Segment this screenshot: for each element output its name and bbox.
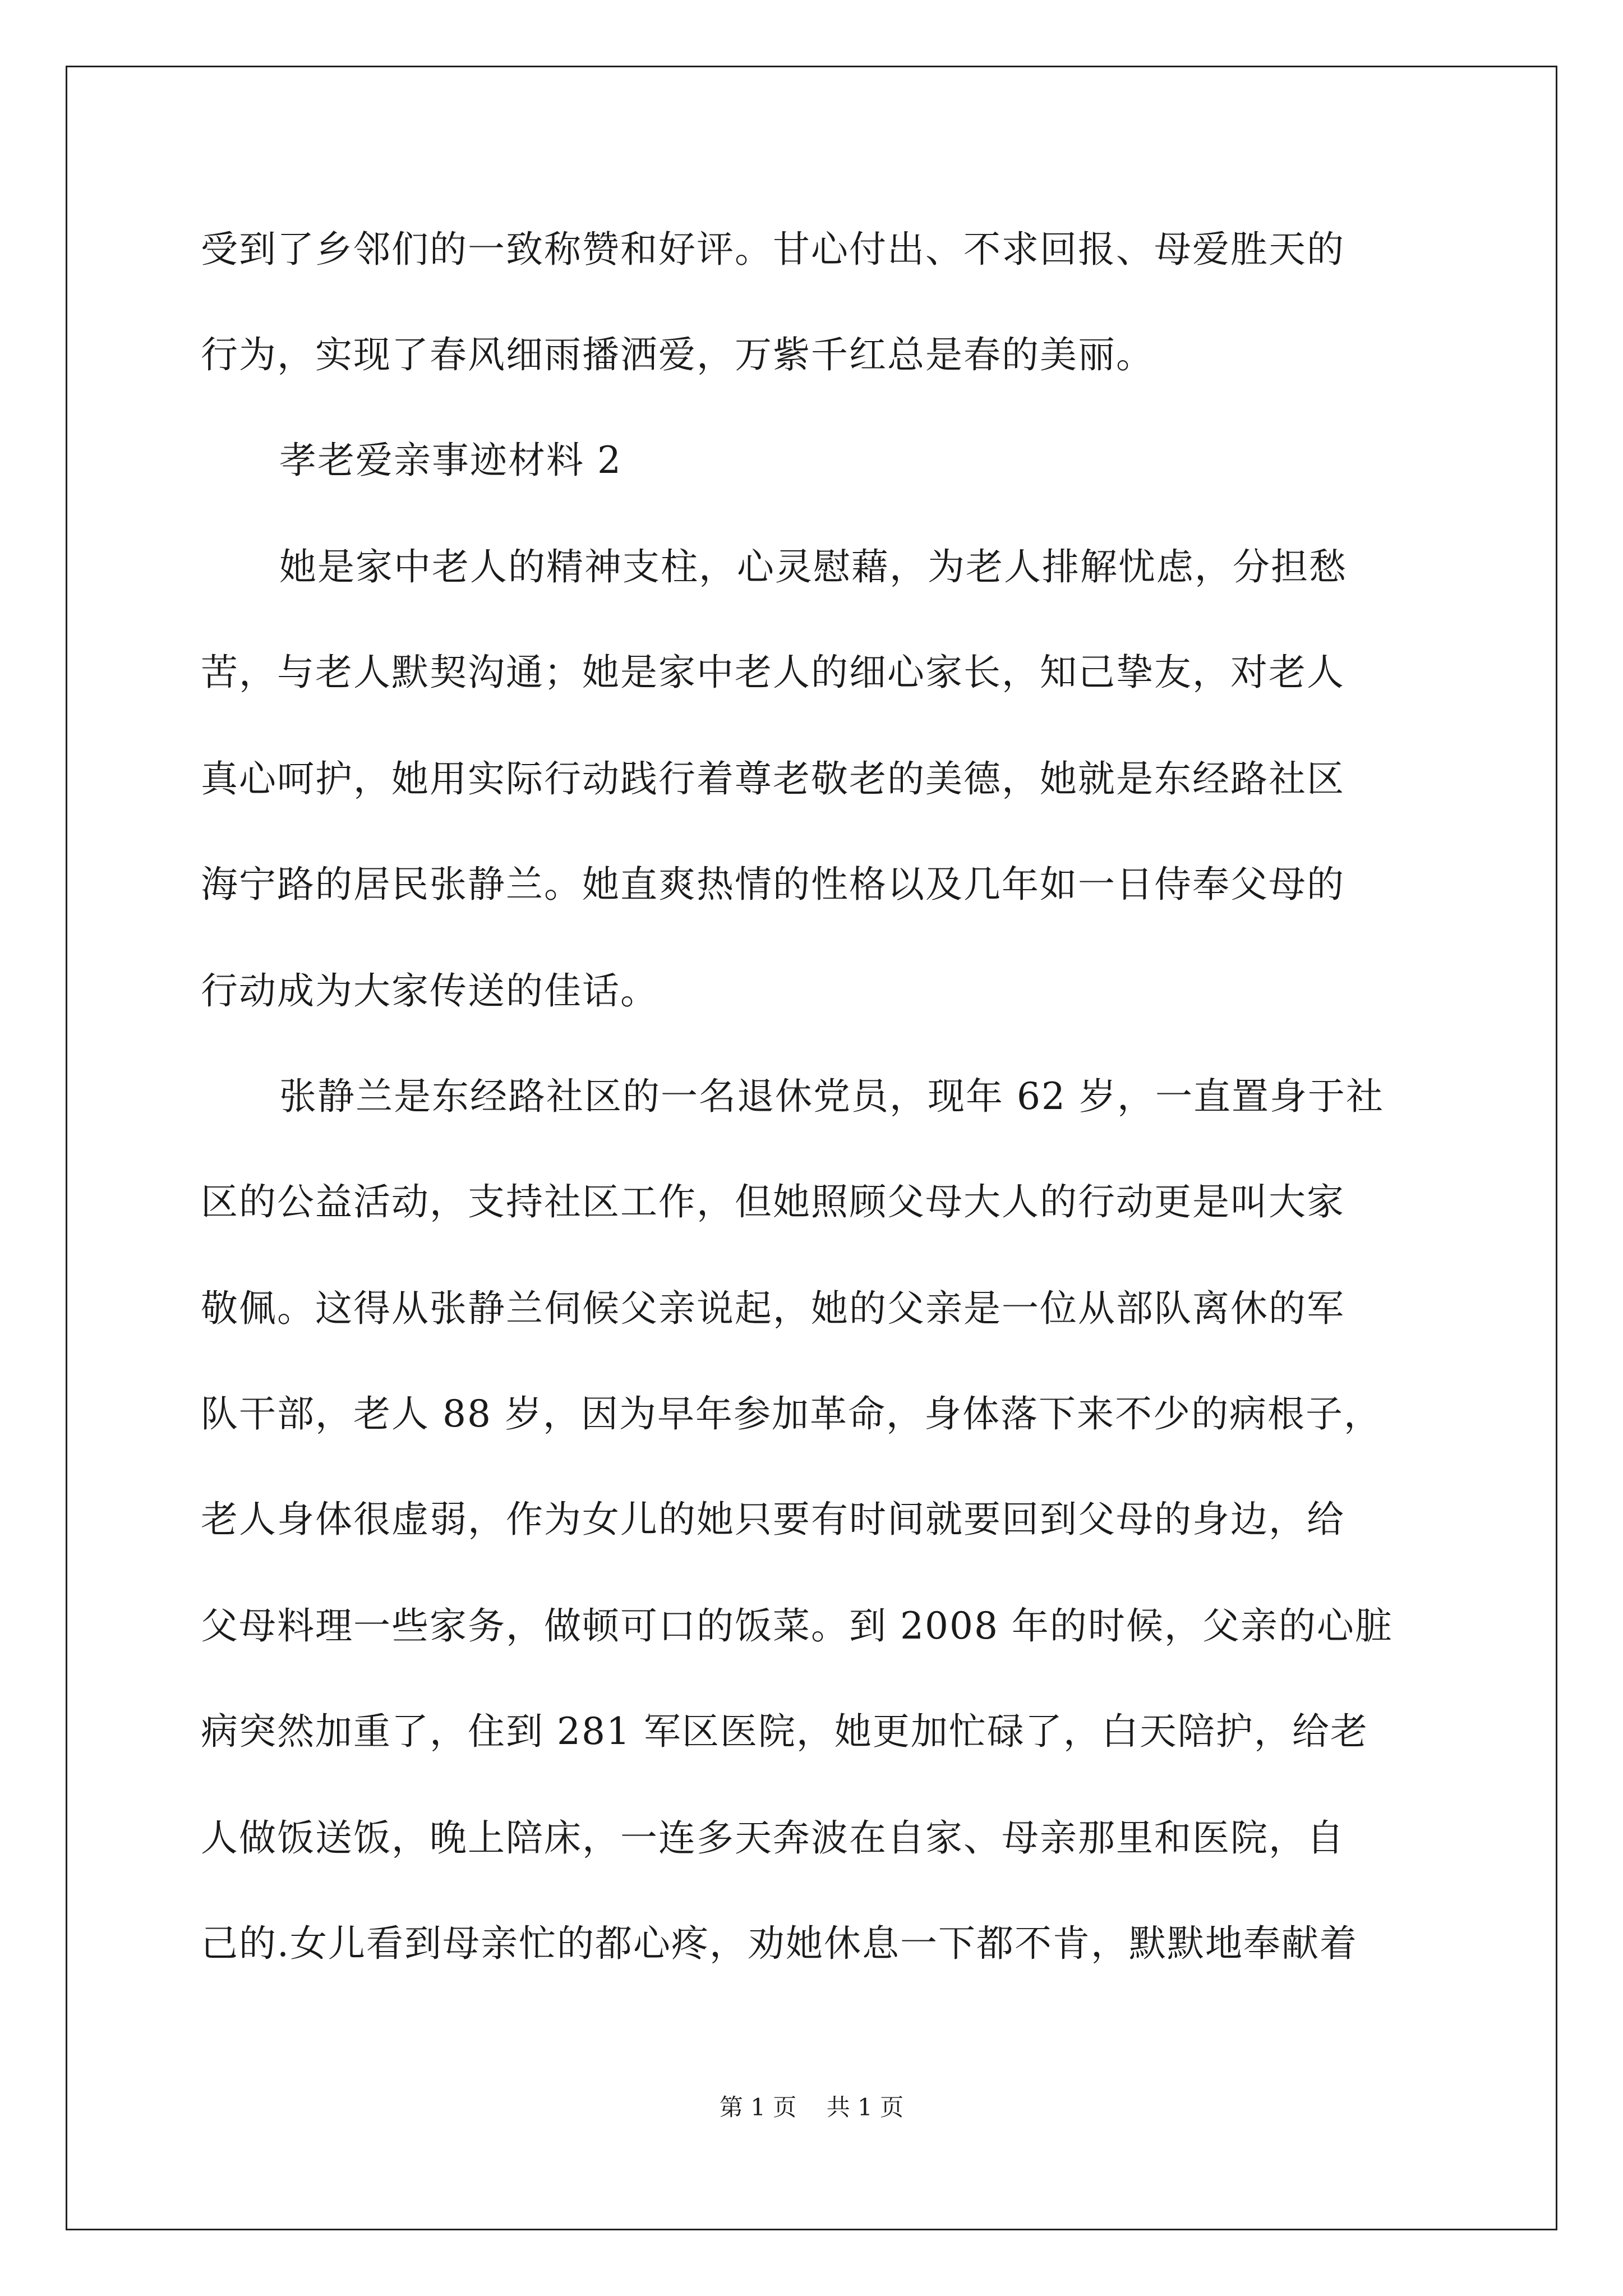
body-text-line: 行动成为大家传送的佳话。: [201, 969, 658, 1013]
body-text-line: 病突然加重了，住到 281 军区医院，她更加忙碌了，白天陪护，给老: [201, 1710, 1368, 1753]
body-text-line: 真心呵护，她用实际行动践行着尊老敬老的美德，她就是东经路社区: [201, 757, 1345, 800]
body-text-line: 己的.女儿看到母亲忙的都心疼，劝她休息一下都不肯，默默地奉献着: [201, 1922, 1358, 1965]
body-text-line: 行为，实现了春风细雨播洒爱，万紫千红总是春的美丽。: [201, 333, 1154, 376]
body-text-line: 敬佩。这得从张静兰伺候父亲说起，她的父亲是一位从部队离休的军: [201, 1287, 1345, 1330]
body-text-line: 苦，与老人默契沟通；她是家中老人的细心家长，知己挚友，对老人: [201, 651, 1345, 694]
body-text-line: 队干部，老人 88 岁，因为早年参加革命，身体落下来不少的病根子，: [201, 1392, 1382, 1435]
body-text-line: 张静兰是东经路社区的一名退休党员，现年 62 岁，一直置身于社: [279, 1075, 1384, 1118]
page-border: [66, 66, 1557, 2230]
body-text-line: 区的公益活动，支持社区工作，但她照顾父母大人的行动更是叫大家: [201, 1180, 1345, 1223]
body-text-line: 老人身体很虚弱，作为女儿的她只要有时间就要回到父母的身边，给: [201, 1498, 1345, 1541]
body-text-line: 海宁路的居民张静兰。她直爽热情的性格以及几年如一日侍奉父母的: [201, 863, 1345, 906]
body-text-line: 人做饭送饭，晚上陪床，一连多天奔波在自家、母亲那里和医院，自: [201, 1816, 1345, 1860]
page-footer: 第 1 页 共 1 页: [719, 2093, 904, 2121]
body-text-line: 受到了乡邻们的一致称赞和好评。甘心付出、不求回报、母爱胜天的: [201, 228, 1345, 271]
body-text-line: 父母料理一些家务，做顿可口的饭菜。到 2008 年的时候，父亲的心脏: [201, 1604, 1393, 1648]
section-heading: 孝老爱亲事迹材料 2: [279, 439, 622, 482]
body-text-line: 她是家中老人的精神支柱，心灵慰藉，为老人排解忧虑，分担愁: [279, 545, 1347, 588]
